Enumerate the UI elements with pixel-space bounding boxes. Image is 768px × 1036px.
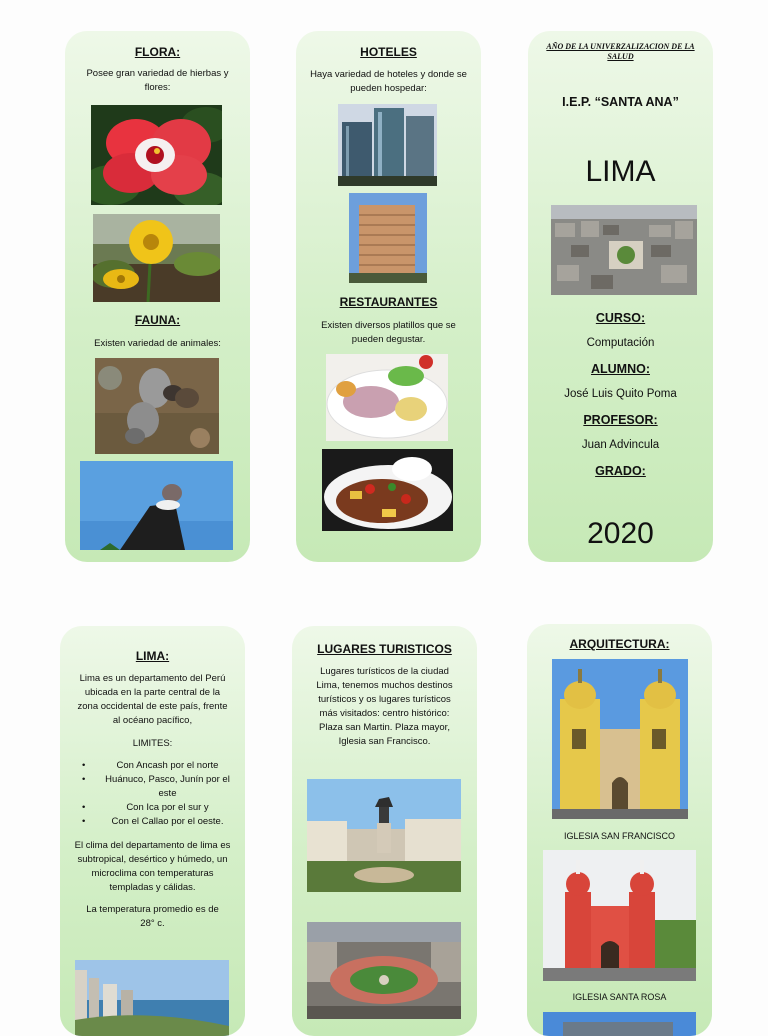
profesor-value: Juan Advincula <box>581 439 660 451</box>
iglesia-san-francisco-photo <box>552 659 688 819</box>
limit-item: • Con Ica por el sur y <box>60 801 245 815</box>
panel-portada <box>528 31 713 562</box>
school-name: I.E.P. “SANTA ANA” <box>562 95 679 109</box>
fauna-heading: FAUNA: <box>134 313 181 327</box>
alumno-label: ALUMNO: <box>590 362 650 376</box>
panel-hoteles-restaurantes <box>296 31 481 562</box>
hotel-building-photo <box>349 193 427 283</box>
panel-lima <box>60 626 245 1036</box>
lugares-heading: LUGARES TURISTICOS <box>317 642 452 656</box>
limits-label: LIMITES: <box>132 738 173 749</box>
temperature-text: La temperatura promedio es de 28° c. <box>86 904 219 929</box>
limits-list <box>60 759 245 829</box>
panel-arquitectura <box>527 624 712 1036</box>
year-value: 2020 <box>587 517 654 550</box>
curso-label: CURSO: <box>595 311 646 325</box>
hotel-towers-photo <box>338 104 437 186</box>
plaza-san-martin-photo <box>307 779 461 892</box>
lima-coast-photo <box>75 960 229 1036</box>
caption-san-francisco: IGLESIA SAN FRANCISCO <box>563 831 676 841</box>
alumno-value: José Luis Quito Poma <box>564 388 677 400</box>
restaurantes-text: Existen diversos platillos que se pueden degustar. <box>321 320 456 345</box>
climate-text: El clima del departamento de lima es subtropical, desértico y húmedo, un microclima con temperaturas templadas y cálidas. <box>74 840 231 893</box>
flora-heading: FLORA: <box>134 45 181 59</box>
hibiscus-flower-photo <box>91 105 222 205</box>
fauna-text: Existen variedad de animales: <box>94 338 221 349</box>
lugares-text: Lugares turísticos de la ciudad Lima, tenemos muchos destinos turísticos y os lugares turísticos más visitados: centro histórico: Plaza san Martin. Plaza mayor, Iglesia san Francisco. <box>316 666 453 747</box>
lomo-saltado-photo <box>322 449 453 531</box>
squirrels-photo <box>95 358 219 454</box>
lima-aerial-photo <box>551 205 697 295</box>
hoteles-heading: HOTELES <box>360 45 417 59</box>
yellow-flower-photo <box>93 214 220 302</box>
limit-item: • Huánuco, Pasco, Junín por el este <box>60 773 245 801</box>
ceviche-dish-photo <box>326 354 448 441</box>
panel-lugares-turisticos <box>292 626 477 1036</box>
iglesia-santa-rosa-photo <box>543 850 696 981</box>
third-church-photo <box>543 1012 696 1036</box>
hoteles-text: Haya variedad de hoteles y donde se pueden hospedar: <box>310 69 467 94</box>
caption-santa-rosa: IGLESIA SANTA ROSA <box>572 992 667 1002</box>
limit-item: • Con Ancash por el norte <box>60 759 245 773</box>
lima-heading: LIMA: <box>135 649 170 663</box>
profesor-label: PROFESOR: <box>583 413 658 427</box>
flora-text: Posee gran variedad de hierbas y flores: <box>86 68 229 93</box>
city-title: LIMA <box>585 155 656 188</box>
grado-label: GRADO: <box>595 464 646 478</box>
arquitectura-heading: ARQUITECTURA: <box>569 637 670 651</box>
condor-photo <box>80 461 233 550</box>
curso-value: Computación <box>586 337 655 349</box>
plaza-aerial-photo <box>307 922 461 1019</box>
restaurantes-heading: RESTAURANTES <box>339 295 438 309</box>
year-motto: AÑO DE LA UNIVERZALIZACION DE LA SALUD <box>546 42 695 61</box>
panel-flora-fauna <box>65 31 250 562</box>
lima-intro: Lima es un departamento del Perú ubicada en la parte central de la zona occidental de este país, frente al océano pacífico, <box>77 673 228 726</box>
limit-item: • Con el Callao por el oeste. <box>60 815 245 829</box>
